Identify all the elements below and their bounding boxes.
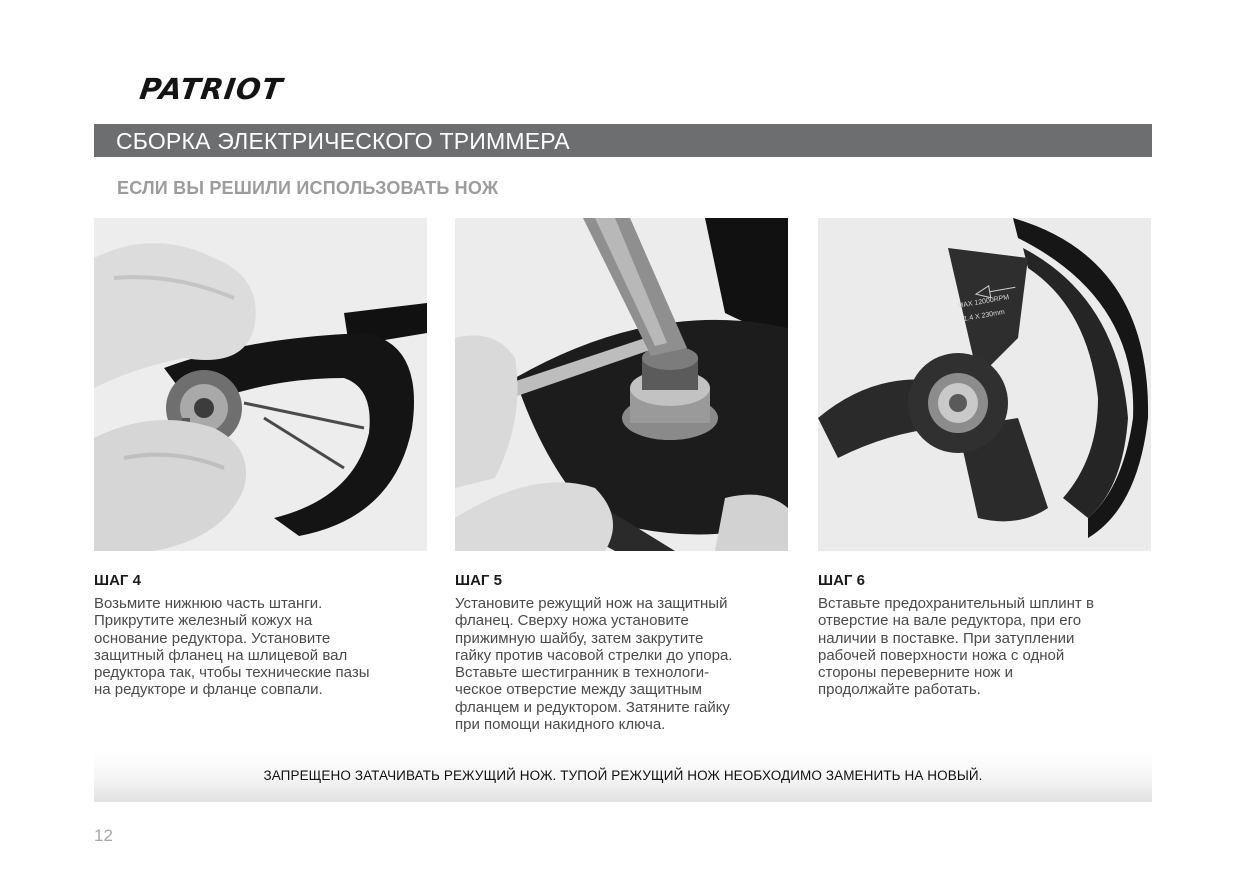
- step-4-photo: [94, 218, 427, 551]
- step-6-title: ШАГ 6: [818, 572, 865, 589]
- step-5-photo: [455, 218, 788, 551]
- page-number: 12: [94, 826, 113, 845]
- step-4-title: ШАГ 4: [94, 572, 141, 589]
- step-5: [455, 572, 800, 733]
- blade-size-marking: 1.4 X 230mm: [963, 308, 1006, 323]
- patriot-logo: PATRIOT: [137, 72, 285, 106]
- step-6: [818, 572, 1163, 699]
- step-5-text: Установите режущий нож на защитный фланец. Сверху ножа установите прижимную шайбу, затем закрутите гайку против часовой стрелки до упора. Вставьте шестигранник в технологи- ческое отверстие между защитным фланцем и редуктором. Затяните гайку при помощи накидного ключа.: [455, 595, 733, 734]
- step-5-title: ШАГ 5: [455, 572, 502, 589]
- section-subtitle: ЕСЛИ ВЫ РЕШИЛИ ИСПОЛЬЗОВАТЬ НОЖ: [117, 178, 499, 198]
- step-6-photo: [818, 218, 1151, 551]
- warning-notice-text: ЗАПРЕЩЕНО ЗАТАЧИВАТЬ РЕЖУЩИЙ НОЖ. ТУПОЙ РЕЖУЩИЙ НОЖ НЕОБХОДИМО ЗАМЕНИТЬ НА НОВЫЙ.: [263, 768, 983, 783]
- step-4: [94, 572, 439, 699]
- blade-rpm-marking: MAX 12000RPM: [957, 294, 1010, 310]
- warning-notice: [94, 752, 1152, 802]
- title-bar: [94, 124, 1152, 157]
- step-6-text: Вставьте предохранительный шплинт в отверстие на вале редуктора, при его наличии в поставке. При затуплении рабочей поверхности ножа с одной стороны переверните нож и продолжайте работать.: [818, 595, 1094, 699]
- page-title: СБОРКА ЭЛЕКТРИЧЕСКОГО ТРИММЕРА: [116, 128, 570, 154]
- step-4-text: Возьмите нижнюю часть штанги. Прикрутите железный кожух на основание редуктора. Установите защитный фланец на шлицевой вал редуктора так, чтобы технические пазы на редукторе и фланце совпали.: [94, 595, 370, 699]
